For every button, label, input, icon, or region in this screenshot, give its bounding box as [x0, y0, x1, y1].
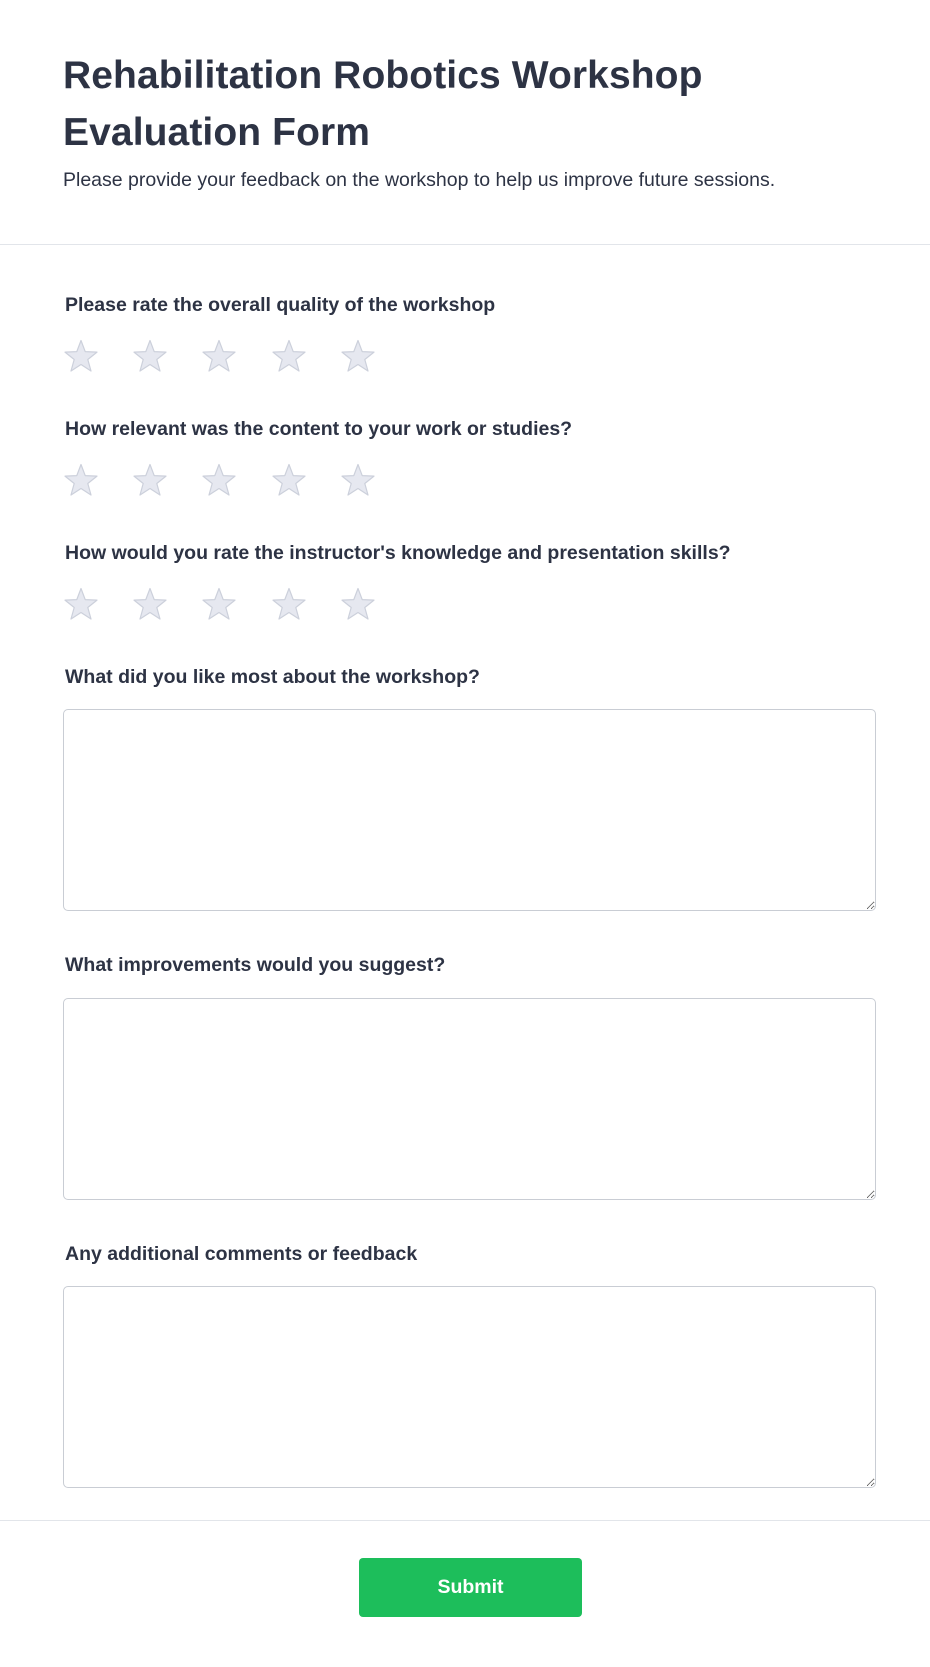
text-question-additional-comments: Any additional comments or feedback	[65, 1243, 418, 1265]
text-question-improvements: What improvements would you suggest?	[65, 954, 446, 976]
star-icon[interactable]	[63, 339, 99, 375]
star-icon[interactable]	[201, 339, 237, 375]
star-icon[interactable]	[132, 339, 168, 375]
star-icon[interactable]	[132, 463, 168, 499]
star-icon[interactable]	[340, 463, 376, 499]
star-icon[interactable]	[63, 587, 99, 623]
rating-question-instructor-skills: How would you rate the instructor's knowledge and presentation skills?	[65, 542, 731, 564]
star-icon[interactable]	[63, 463, 99, 499]
text-question-liked-most: What did you like most about the workshop?	[65, 666, 480, 688]
improvements-textarea[interactable]	[63, 998, 876, 1200]
star-icon[interactable]	[340, 339, 376, 375]
form-header	[0, 0, 930, 245]
star-icon[interactable]	[340, 587, 376, 623]
additional-comments-textarea[interactable]	[63, 1286, 876, 1488]
star-icon[interactable]	[132, 587, 168, 623]
page-subtitle: Please provide your feedback on the workshop to help us improve future sessions.	[63, 169, 776, 191]
star-rating-content-relevance	[63, 463, 383, 499]
liked-most-textarea[interactable]	[63, 709, 876, 911]
footer-divider	[0, 1520, 930, 1521]
page-title: Rehabilitation Robotics Workshop Evaluation Form	[63, 54, 703, 154]
rating-question-content-relevance: How relevant was the content to your work or studies?	[65, 418, 573, 440]
submit-button[interactable]: Submit	[359, 1558, 582, 1617]
star-rating-instructor-skills	[63, 587, 383, 623]
star-icon[interactable]	[271, 339, 307, 375]
star-icon[interactable]	[271, 463, 307, 499]
rating-question-overall-quality: Please rate the overall quality of the workshop	[65, 294, 496, 316]
star-icon[interactable]	[271, 587, 307, 623]
star-icon[interactable]	[201, 587, 237, 623]
star-rating-overall-quality	[63, 339, 383, 375]
star-icon[interactable]	[201, 463, 237, 499]
